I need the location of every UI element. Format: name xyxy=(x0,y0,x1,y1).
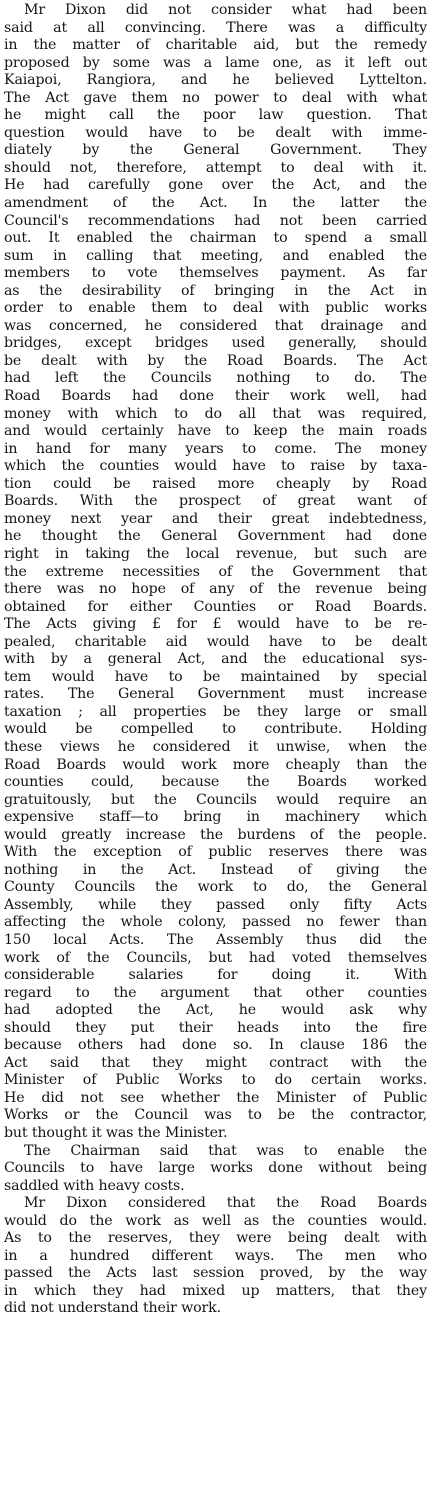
article-line: out. It enabled the chairman to spend a small xyxy=(4,230,427,247)
article-line: saddled with heavy costs. xyxy=(4,1177,185,1194)
article-line: be dealt with by the Road Boards. The Act xyxy=(4,352,427,369)
article-line: which the counties would have to raise by taxa- xyxy=(4,458,427,475)
article-line: there was no hope of any of the revenue being xyxy=(4,581,427,598)
article-line: Act said that they might contract with the xyxy=(4,1054,427,1071)
article-line: had adopted the Act, he would ask why xyxy=(4,1002,427,1019)
article-line: He had carefully gone over the Act, and the xyxy=(4,177,427,194)
article-line: sum in calling that meeting, and enabled the xyxy=(4,247,427,264)
article-line: tion could be raised more cheaply by Road xyxy=(4,475,427,492)
article-line: should they put their heads into the fire xyxy=(4,1019,427,1036)
article-line: Kaiapoi, Rangiora, and he believed Lyttelton. xyxy=(4,72,427,89)
article-line: he thought the General Government had done xyxy=(4,528,427,545)
article-line: but thought it was the Minister. xyxy=(4,1125,228,1141)
article-line: he might call the poor law question. That xyxy=(4,107,427,124)
article-line: the extreme necessities of the Government that xyxy=(4,563,427,580)
article-column xyxy=(4,2,427,1318)
article-line: amendment of the Act. In the latter the xyxy=(4,195,427,212)
article-line: proposed by some was a lame one, as it left out xyxy=(4,54,427,71)
article-paragraph xyxy=(4,1143,427,1196)
article-line: as the desirability of bringing in the Act in xyxy=(4,282,427,299)
article-paragraph xyxy=(4,2,427,1143)
article-line: with by a general Act, and the educational sys- xyxy=(4,651,427,668)
article-line: considerable salaries for doing it. With xyxy=(4,967,427,984)
article-line: because others had done so. In clause 186 the xyxy=(4,1037,427,1054)
article-line: money next year and their great indebtedness, xyxy=(4,510,427,527)
article-line: would greatly increase the burdens of the people. xyxy=(4,826,427,843)
article-line: Boards. With the prospect of great want of xyxy=(4,493,427,510)
article-line: Council's recommendations had not been carried xyxy=(4,212,427,229)
article-line: should not, therefore, attempt to deal with it. xyxy=(4,159,427,176)
article-line: expensive staff—to bring in machinery which xyxy=(4,809,427,826)
article-line: The Acts giving £ for £ would have to be re- xyxy=(4,616,427,633)
article-line: County Councils the work to do, the General xyxy=(4,879,427,896)
article-line: would do the work as well as the counties would. xyxy=(4,1212,427,1229)
article-line: Mr Dixon did not consider what had been xyxy=(24,2,427,18)
article-line: gratuitously, but the Councils would require an xyxy=(4,791,427,808)
article-line: and would certainly have to keep the main roads xyxy=(4,423,427,440)
article-line: counties could, because the Boards worked xyxy=(4,774,427,791)
article-line: Road Boards had done their work well, had xyxy=(4,388,427,405)
article-line: said at all convincing. There was a difficulty xyxy=(4,19,427,36)
article-line: nothing in the Act. Instead of giving the xyxy=(4,861,427,878)
article-line: affecting the whole colony, passed no fewer than xyxy=(4,914,427,931)
article-line: taxation ; all properties be they large or small xyxy=(4,703,427,720)
article-line: The Chairman said that was to enable the xyxy=(24,1142,427,1159)
article-line: He did not see whether the Minister of Public xyxy=(4,1089,427,1106)
article-line: pealed, charitable aid would have to be dealt xyxy=(4,633,427,650)
article-line: in a hundred different ways. The men who xyxy=(4,1247,427,1264)
article-line: diately by the General Government. They xyxy=(4,142,427,159)
article-line: Assembly, while they passed only fifty Acts xyxy=(4,896,427,913)
article-line: work of the Councils, but had voted themselves xyxy=(4,949,427,966)
article-line: Road Boards would work more cheaply than the xyxy=(4,756,427,773)
article-line: obtained for either Counties or Road Boards. xyxy=(4,598,427,615)
article-line: in hand for many years to come. The money xyxy=(4,440,427,457)
article-line: Works or the Council was to be the contractor, xyxy=(4,1107,427,1124)
article-line: question would have to be dealt with imme- xyxy=(4,124,427,141)
article-line: rates. The General Government must increase xyxy=(4,686,427,703)
article-line: in which they had mixed up matters, that they xyxy=(4,1282,427,1299)
article-line: members to vote themselves payment. As far xyxy=(4,265,427,282)
article-line: bridges, except bridges used generally, should xyxy=(4,335,427,352)
article-line: in the matter of charitable aid, but the remedy xyxy=(4,37,427,54)
article-line: order to enable them to deal with public works xyxy=(4,300,427,317)
article-line: Mr Dixon considered that the Road Boards xyxy=(24,1195,427,1212)
article-line: The Act gave them no power to deal with what xyxy=(4,89,427,106)
article-line: had left the Councils nothing to do. The xyxy=(4,370,427,387)
article-line: did not understand their work. xyxy=(4,1300,221,1317)
article-line: was concerned, he considered that drainage and xyxy=(4,317,427,334)
article-line: 150 local Acts. The Assembly thus did the xyxy=(4,931,427,948)
article-line: regard to the argument that other counties xyxy=(4,984,427,1001)
article-line: right in taking the local revenue, but such are xyxy=(4,545,427,562)
article-line: would be compelled to contribute. Holding xyxy=(4,721,427,738)
article-line: these views he considered it unwise, when the xyxy=(4,738,427,755)
article-line: Minister of Public Works to do certain works. xyxy=(4,1072,427,1089)
article-line: As to the reserves, they were being dealt with xyxy=(4,1230,427,1247)
article-line: money with which to do all that was required, xyxy=(4,405,427,422)
article-line: With the exception of public reserves there was xyxy=(4,844,427,861)
article-line: tem would have to be maintained by special xyxy=(4,668,427,685)
article-line: Councils to have large works done without being xyxy=(4,1160,427,1177)
article-line: passed the Acts last session proved, by the way xyxy=(4,1265,427,1282)
article-paragraph xyxy=(4,1195,427,1318)
